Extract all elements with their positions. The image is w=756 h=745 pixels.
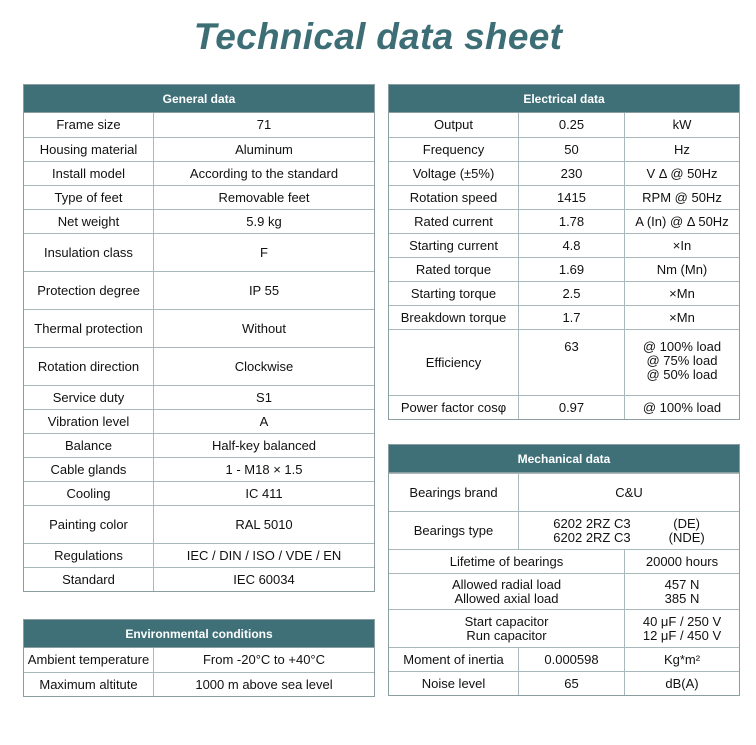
electrical-row-label: Breakdown torque	[400, 309, 507, 325]
electrical-row-unit: ×Mn	[624, 282, 739, 305]
general-row-label: Balance	[65, 437, 112, 453]
efficiency-label: Efficiency	[425, 354, 482, 370]
general-row-value: Removable feet	[153, 186, 374, 209]
mechanical-data-header: Mechanical data	[389, 445, 739, 473]
power-factor-value: 0.97	[518, 396, 624, 419]
general-data-body	[24, 113, 374, 591]
page-title: Technical data sheet	[193, 16, 563, 57]
general-row	[24, 233, 374, 271]
general-row-value: 71	[153, 113, 374, 137]
general-row-value: Aluminum	[153, 138, 374, 161]
general-data-header: General data	[24, 85, 374, 113]
general-row-label: Standard	[62, 571, 115, 587]
axial-load-label: Allowed axial load	[454, 590, 559, 606]
general-row-label: Vibration level	[47, 413, 130, 429]
radial-load-label: Allowed radial load	[451, 576, 562, 592]
general-row	[24, 137, 374, 161]
environmental-row-value: From -20°C to +40°C	[153, 648, 374, 672]
general-row-value: 5.9 kg	[153, 210, 374, 233]
general-row-value: IEC 60034	[153, 568, 374, 591]
electrical-row-value: 4.8	[518, 234, 624, 257]
noise-row	[389, 671, 739, 695]
general-row	[24, 505, 374, 543]
electrical-row-label: Rated torque	[415, 261, 492, 277]
efficiency-cond-75: @ 75% load	[646, 353, 718, 368]
environmental-row-label: Ambient temperature	[27, 652, 150, 667]
environmental-row-label: Maximum altitute	[39, 676, 138, 692]
general-row	[24, 309, 374, 347]
general-row-value: Clockwise	[153, 348, 374, 385]
electrical-row-label: Voltage (±5%)	[412, 165, 495, 181]
general-row-label: Service duty	[52, 389, 125, 405]
environmental-header: Environmental conditions	[24, 620, 374, 648]
general-row-label: Regulations	[54, 547, 123, 563]
electrical-row	[389, 233, 739, 257]
electrical-row	[389, 185, 739, 209]
electrical-row-value: 1.78	[518, 210, 624, 233]
inertia-row	[389, 647, 739, 671]
electrical-data-header: Electrical data	[389, 85, 739, 113]
environmental-body	[24, 648, 374, 696]
electrical-row-unit: RPM @ 50Hz	[624, 186, 739, 209]
power-factor-unit: @ 100% load	[624, 396, 739, 419]
electrical-row	[389, 209, 739, 233]
environmental-row-value: 1000 m above sea level	[153, 673, 374, 696]
electrical-data-table	[388, 84, 740, 420]
bearings-type-models	[553, 517, 630, 545]
radial-load-value: 457 N	[664, 576, 700, 592]
electrical-row-unit: Hz	[624, 138, 739, 161]
general-row-value: According to the standard	[153, 162, 374, 185]
general-row-label: Rotation direction	[37, 358, 140, 374]
general-row-label: Painting color	[49, 516, 128, 532]
electrical-row-unit: Nm (Mn)	[624, 258, 739, 281]
general-row-label: Insulation class	[44, 244, 133, 260]
bearings-brand-row	[389, 473, 739, 511]
inertia-label: Moment of inertia	[403, 651, 504, 667]
electrical-row-value: 2.5	[518, 282, 624, 305]
noise-unit: dB(A)	[624, 672, 739, 695]
loads-row	[389, 573, 739, 609]
bearing-nde-model: 6202 2RZ C3	[553, 529, 631, 545]
inertia-value: 0.000598	[518, 648, 624, 671]
inertia-unit: Kg*m²	[624, 648, 739, 671]
electrical-row	[389, 161, 739, 185]
bearings-type-values	[518, 512, 739, 549]
electrical-row-value: 1415	[518, 186, 624, 209]
electrical-row	[389, 305, 739, 329]
general-row-value: A	[153, 410, 374, 433]
lifetime-label: Lifetime of bearings	[449, 553, 564, 569]
general-row	[24, 433, 374, 457]
capacitors-labels	[389, 610, 624, 647]
general-data-table	[23, 84, 375, 592]
loads-values	[624, 574, 739, 609]
electrical-row	[389, 113, 739, 137]
bearings-brand-value: C&U	[518, 474, 739, 511]
general-row-value: IP 55	[153, 272, 374, 309]
run-capacitor-value: 12 μF / 450 V	[642, 627, 722, 643]
start-capacitor-label: Start capacitor	[464, 613, 549, 629]
general-row-value: S1	[153, 386, 374, 409]
bearings-brand-label: Bearings brand	[409, 484, 498, 500]
lifetime-value: 20000 hours	[624, 550, 739, 573]
general-row	[24, 457, 374, 481]
electrical-row-label: Starting torque	[410, 285, 497, 301]
efficiency-row	[389, 329, 739, 395]
capacitors-row	[389, 609, 739, 647]
bearings-type-sides	[669, 517, 705, 545]
electrical-row-unit: V Δ @ 50Hz	[624, 162, 739, 185]
noise-label: Noise level	[421, 675, 486, 691]
general-row-value: F	[153, 234, 374, 271]
general-row-label: Install model	[52, 165, 125, 181]
general-row	[24, 543, 374, 567]
power-factor-row	[389, 395, 739, 419]
environmental-table	[23, 619, 375, 697]
electrical-row-value: 0.25	[518, 113, 624, 137]
bearing-de-model: 6202 2RZ C3	[553, 515, 631, 531]
general-row-label: Cable glands	[50, 461, 127, 477]
electrical-row-label: Rotation speed	[409, 189, 498, 205]
start-capacitor-value: 40 μF / 250 V	[642, 613, 722, 629]
electrical-row	[389, 137, 739, 161]
capacitors-values	[624, 610, 739, 647]
environmental-row	[24, 648, 374, 672]
power-factor-label: Power factor cosφ	[400, 399, 507, 415]
electrical-row-unit: ×Mn	[624, 306, 739, 329]
general-row-label: Thermal protection	[34, 320, 143, 336]
electrical-data-body	[389, 113, 739, 329]
general-row	[24, 271, 374, 309]
bearing-nde-side: (NDE)	[668, 529, 705, 545]
general-row	[24, 481, 374, 505]
general-row	[24, 161, 374, 185]
general-row	[24, 209, 374, 233]
environmental-row	[24, 672, 374, 696]
general-row-label: Net weight	[57, 213, 120, 229]
electrical-row	[389, 257, 739, 281]
bearings-type-row	[389, 511, 739, 549]
run-capacitor-label: Run capacitor	[466, 627, 547, 643]
general-row	[24, 385, 374, 409]
general-row-value: IC 411	[153, 482, 374, 505]
efficiency-value-text: 63	[564, 339, 579, 354]
efficiency-value	[518, 330, 624, 395]
electrical-row-label: Output	[433, 117, 474, 132]
general-row-label: Type of feet	[54, 189, 123, 205]
electrical-row-unit: kW	[624, 113, 739, 137]
general-row	[24, 113, 374, 137]
general-row-label: Cooling	[66, 485, 111, 501]
efficiency-conditions	[624, 330, 739, 395]
noise-value: 65	[518, 672, 624, 695]
electrical-row	[389, 281, 739, 305]
general-row	[24, 567, 374, 591]
general-row-label: Frame size	[56, 117, 121, 132]
lifetime-row	[389, 549, 739, 573]
electrical-row-value: 1.69	[518, 258, 624, 281]
electrical-row-label: Rated current	[414, 213, 493, 229]
general-row-value: Without	[153, 310, 374, 347]
general-row-label: Housing material	[39, 141, 138, 157]
bearing-de-side: (DE)	[673, 515, 701, 531]
general-row	[24, 409, 374, 433]
electrical-row-unit: A (In) @ Δ 50Hz	[624, 210, 739, 233]
efficiency-cond-50: @ 50% load	[646, 367, 718, 382]
electrical-row-value: 1.7	[518, 306, 624, 329]
efficiency-cond-100: @ 100% load	[642, 339, 722, 354]
general-row-value: Half-key balanced	[153, 434, 374, 457]
axial-load-value: 385 N	[664, 590, 700, 606]
general-row	[24, 347, 374, 385]
electrical-row-label: Starting current	[409, 237, 498, 253]
electrical-row-value: 50	[518, 138, 624, 161]
general-row-value: 1 - M18 × 1.5	[153, 458, 374, 481]
electrical-row-value: 230	[518, 162, 624, 185]
general-row	[24, 185, 374, 209]
loads-labels	[389, 574, 624, 609]
mechanical-data-table	[388, 444, 740, 696]
general-row-value: RAL 5010	[153, 506, 374, 543]
general-row-value: IEC / DIN / ISO / VDE / EN	[153, 544, 374, 567]
electrical-row-unit: ×In	[624, 234, 739, 257]
bearings-type-label: Bearings type	[413, 522, 494, 538]
electrical-row-label: Frequency	[422, 141, 485, 157]
general-row-label: Protection degree	[37, 282, 140, 298]
